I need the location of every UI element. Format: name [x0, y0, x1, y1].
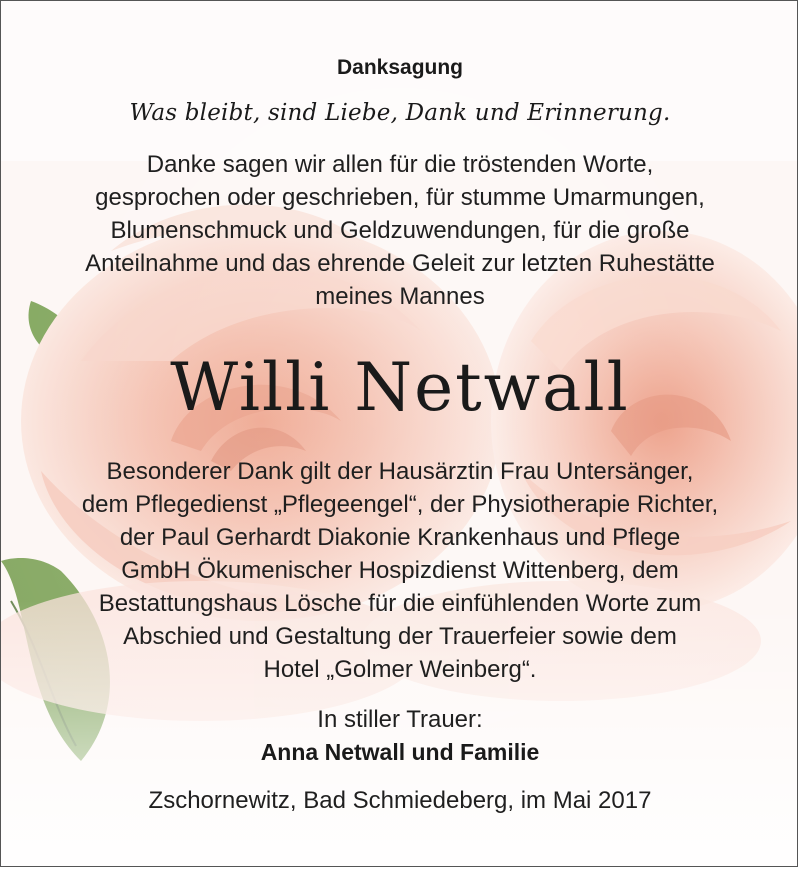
- special-thanks-line: Besonderer Dank gilt der Hausärztin Frau Untersänger,: [106, 458, 694, 485]
- special-thanks-line: dem Pflegedienst „Pflegeengel“, der Physiotherapie Richter,: [81, 491, 719, 518]
- thanks-line: Anteilnahme und das ehrende Geleit zur letzten Ruhestätte: [85, 250, 715, 277]
- thanks-line: meines Mannes: [315, 283, 485, 310]
- mourning-label: In stiller Trauer:: [317, 706, 483, 733]
- special-thanks-line: der Paul Gerhardt Diakonie Krankenhaus und Pflege: [119, 524, 681, 551]
- special-thanks-line: Bestattungshaus Lösche für die einfühlenden Worte zum: [98, 590, 702, 617]
- obituary-text: [1, 1, 798, 867]
- special-thanks-line: Hotel „Golmer Weinberg“.: [263, 656, 537, 683]
- motto: Was bleibt, sind Liebe, Dank und Erinnerung.: [129, 100, 671, 126]
- thanks-paragraph: [1, 148, 798, 313]
- thanks-line: Blumenschmuck und Geldzuwendungen, für die große: [110, 217, 690, 244]
- thanks-line: gesprochen oder geschrieben, für stumme Umarmungen,: [95, 184, 705, 211]
- special-thanks-line: Abschied und Gestaltung der Trauerfeier sowie dem: [123, 623, 677, 650]
- special-thanks-paragraph: [1, 455, 798, 686]
- thanks-line: Danke sagen wir allen für die tröstenden Worte,: [146, 151, 654, 178]
- family-signature: Anna Netwall und Familie: [260, 739, 540, 765]
- place-and-date: Zschornewitz, Bad Schmiedeberg, im Mai 2017: [148, 787, 652, 814]
- special-thanks-line: GmbH Ökumenischer Hospizdienst Wittenberg, dem: [121, 557, 679, 584]
- heading: Danksagung: [336, 56, 464, 79]
- deceased-name: Willi Netwall: [170, 349, 630, 426]
